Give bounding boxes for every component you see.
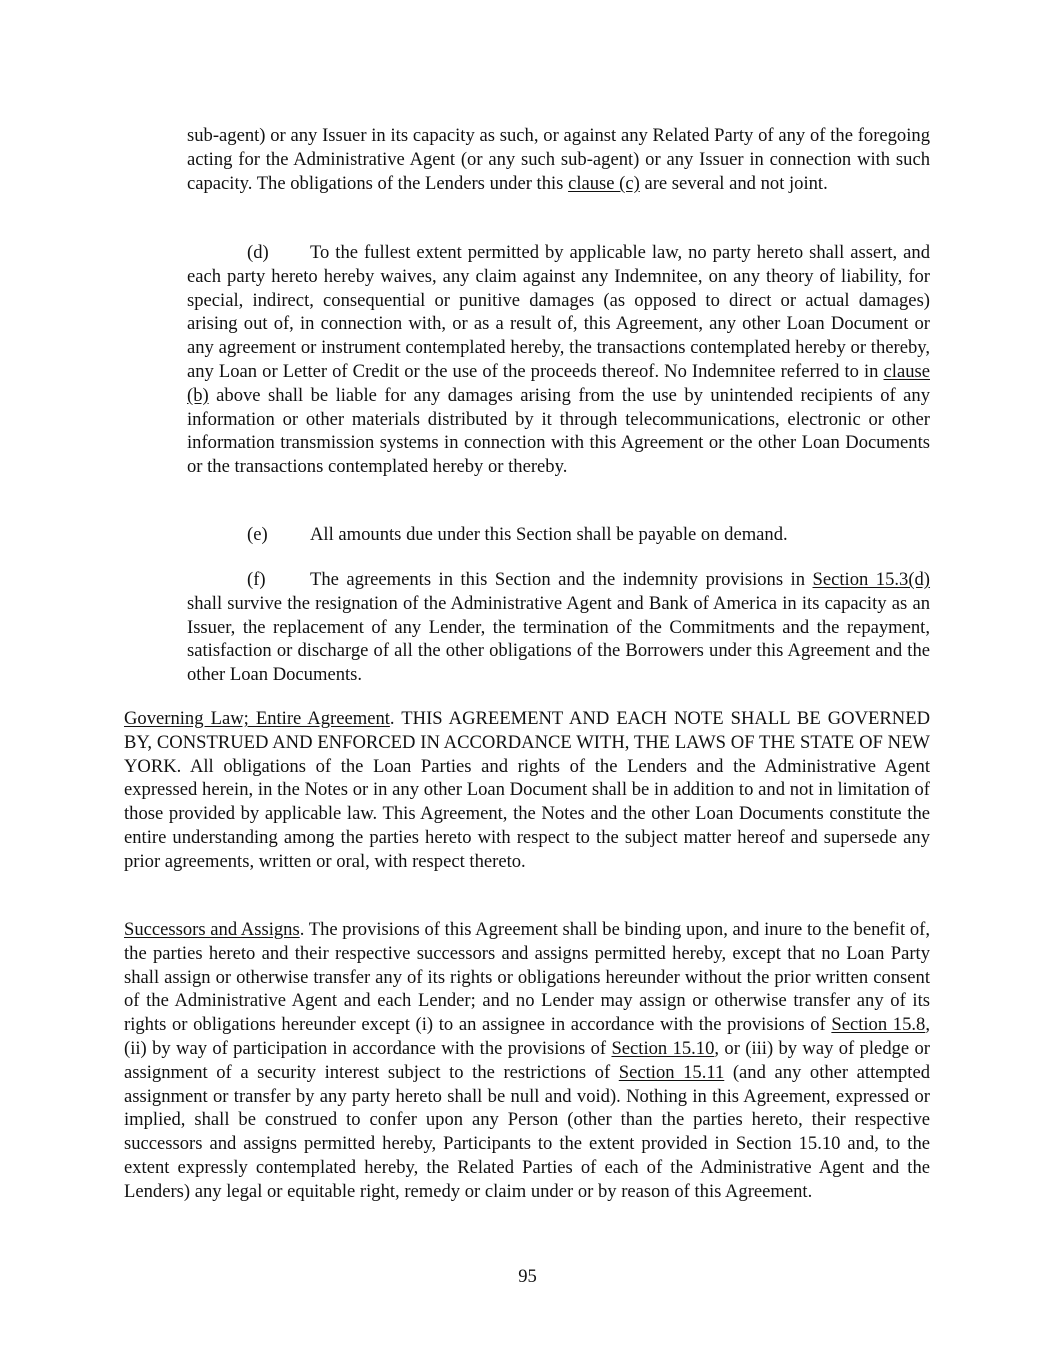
section-15-11-reference: Section 15.11 — [618, 1061, 725, 1083]
clause-e-label: (e) — [247, 524, 268, 545]
clause-f-cross-reference: Section 15.3(d) — [812, 569, 931, 590]
successors-text-3: , or (iii) by way of pledge or assignment of a security interest subject to the restrictions of — [124, 1037, 931, 1083]
clause-f-text-2: shall survive the resignation of the Administrative Agent and Bank of America in its capacity as an Issuer, the replacement of any Lender, the termination of the Commitments and the repayment, satisfaction or discharge of all the other obligations of the Borrowers under this Agreement and the other Loan Documents. — [187, 592, 930, 686]
successors-text-2: , (ii) by way of participation in accordance with the provisions of — [124, 1014, 930, 1059]
clause-d-paragraph — [187, 241, 930, 479]
successors-and-assigns-section — [124, 918, 930, 1204]
successors-heading: Successors and Assigns — [124, 919, 300, 940]
clause-e-text: All amounts due under this Section shall be payable on demand. — [310, 524, 788, 545]
page-number: 95 — [518, 1266, 537, 1287]
clause-c-text-2: are several and not joint. — [639, 172, 828, 194]
clause-c-cross-reference: clause (c) — [568, 172, 640, 194]
governing-law-heading: Governing Law; Entire Agreement — [124, 708, 390, 729]
section-15-10-reference: Section 15.10 — [611, 1037, 715, 1059]
clause-d-cross-reference: clause (b) — [187, 360, 930, 406]
successors-text-1: . The provisions of this Agreement shall be binding upon, and inure to the benefit of, the parties hereto and their respective successors and assigns permitted hereby, except that no Loan Party shall assign or otherwise transfer any of its rights or obligations hereunder without the prior written consent of the Administrative Agent and each Lender; and no Lender may assign or otherwise transfer any of its rights or obligations hereunder except (i) to an assignee in accordance with the provisions of — [124, 919, 931, 1036]
section-15-8-reference: Section 15.8 — [831, 1014, 926, 1036]
clause-f-paragraph — [187, 568, 930, 687]
clause-d-text-2: above shall be liable for any damages arising from the use by unintended recipients of any information or other materials distributed by it through telecommunications, electronic or other information transmission systems in connection with this Agreement or the other Loan Documents or the transactions contemplated hereby or thereby. — [187, 384, 930, 478]
clause-e-paragraph — [187, 523, 930, 547]
clause-d-label: (d) — [247, 242, 269, 263]
clause-c-continuation — [187, 124, 930, 195]
clause-c-text-1: sub-agent) or any Issuer in its capacity as such, or against any Related Party of any of the foregoing acting for the Administrative Agent (or any such sub-agent) or any Issuer in connection with such capacity. The obligations of the Lenders under this — [187, 125, 930, 194]
clause-f-text-1: The agreements in this Section and the indemnity provisions in — [310, 569, 813, 590]
successors-text-4: (and any other attempted assignment or transfer by any party hereto shall be null and void). Nothing in this Agreement, expressed or implied, shall be construed to confer upon any Person (other than the parties hereto, their respective successors and assigns permitted hereby, Participants to the extent provided in Section 15.10 and, to the extent expressly contemplated hereby, the Related Parties of each of the Administrative Agent and the Lenders) any legal or equitable right, remedy or claim under or by reason of this Agreement. — [124, 1061, 930, 1202]
clause-f-label: (f) — [247, 569, 266, 590]
governing-law-section — [124, 707, 930, 874]
clause-d-text-1: To the fullest extent permitted by applicable law, no party hereto shall assert, and each party hereto hereby waives, any claim against any Indemnitee, on any theory of liability, for special, indirect, consequential or punitive damages (as opposed to direct or actual damages) arising out of, in connection with, or as a result of, this Agreement, any other Loan Document or any agreement or instrument contemplated hereby, the transactions contemplated hereby or thereby, any Loan or Letter of Credit or the use of the proceeds thereof. No Indemnitee referred to in — [187, 242, 930, 382]
governing-law-text: . THIS AGREEMENT AND EACH NOTE SHALL BE GOVERNED BY, CONSTRUED AND ENFORCED IN ACCORDANCE WITH, THE LAWS OF THE STATE OF NEW YORK. All obligations of the Loan Parties and rights of the Lenders and the Administrative Agent expressed herein, in the Notes or in any other Loan Document shall be in addition to and not in limitation of those provided by applicable law. This Agreement, the Notes and the other Loan Documents constitute the entire understanding among the parties hereto with respect to the subject matter hereof and supersede any prior agreements, written or oral, with respect thereto. — [124, 708, 930, 872]
